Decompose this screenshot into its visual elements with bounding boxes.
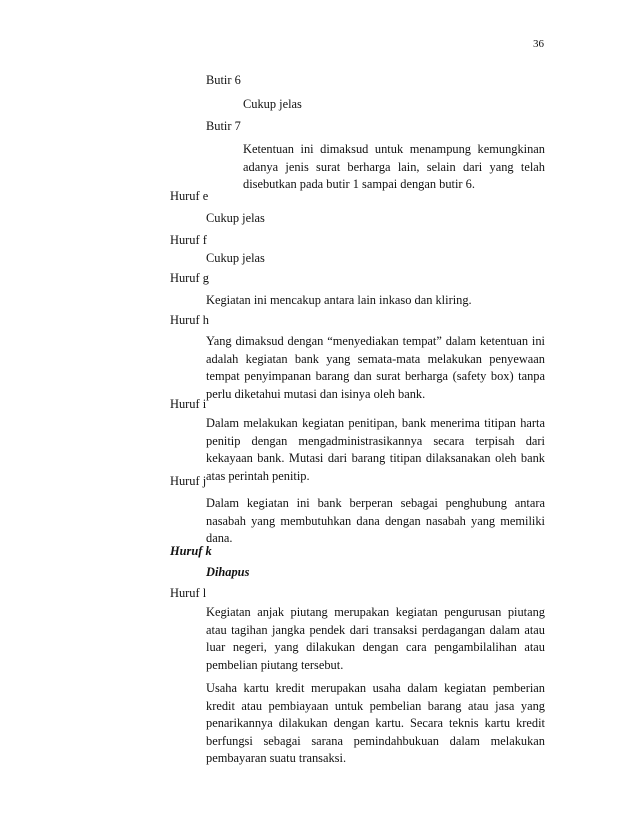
page-number: 36 (533, 38, 544, 50)
huruf-f-text: Cukup jelas (206, 251, 265, 265)
huruf-i-text: Dalam melakukan kegiatan penitipan, bank menerima titipan harta penitip dengan mengadministrasikannya secara terpisah dari kekayaan bank. Mutasi dari barang titipan dilaksanakan oleh bank atas perintah penitip. (206, 416, 545, 483)
butir-6-text: Cukup jelas (243, 97, 302, 111)
huruf-g-text: Kegiatan ini mencakup antara lain inkaso dan kliring. (206, 293, 472, 307)
huruf-j-label: Huruf j (170, 474, 207, 488)
butir-7-label: Butir 7 (206, 119, 241, 133)
huruf-l-label: Huruf l (170, 586, 207, 600)
butir-7-text: Ketentuan ini dimaksud untuk menampung kemungkinan adanya jenis surat berharga lain, selain dari yang telah disebutkan pada butir 1 sampai dengan butir 6. (243, 142, 545, 191)
huruf-f-label: Huruf f (170, 233, 207, 247)
huruf-e-label: Huruf e (170, 189, 209, 203)
huruf-l-paragraph-1: Kegiatan anjak piutang merupakan kegiatan pengurusan piutang atau tagihan jangka pendek dari transaksi perdagangan dalam atau luar negeri, yang dilakukan dengan cara pengambilalihan atau pembelian piutang tersebut. (206, 605, 545, 672)
huruf-h-label: Huruf h (170, 313, 209, 327)
huruf-e-text: Cukup jelas (206, 211, 265, 225)
huruf-g-label: Huruf g (170, 271, 209, 285)
huruf-j-text: Dalam kegiatan ini bank berperan sebagai penghubung antara nasabah yang membutuhkan dana dengan nasabah yang memiliki dana. (206, 496, 545, 545)
butir-6-label: Butir 6 (206, 73, 241, 87)
huruf-k-text: Dihapus (206, 565, 250, 579)
huruf-l-paragraph-2: Usaha kartu kredit merupakan usaha dalam kegiatan pemberian kredit atau pembiayaan untuk pembelian barang atau jasa yang penarikannya dilakukan dengan kartu. Secara teknis kartu kredit berfungsi sebagai sarana pemindahbukuan dalam melakukan pembayaran suatu transaksi. (206, 681, 545, 765)
huruf-k-label: Huruf k (170, 544, 212, 558)
huruf-i-label: Huruf i (170, 397, 207, 411)
huruf-h-text: Yang dimaksud dengan “menyediakan tempat” dalam ketentuan ini adalah kegiatan bank yang semata-mata melakukan penyewaan tempat penyimpanan barang dan surat berharga (safety box) tanpa perlu diketahui mutasi dan isinya oleh bank. (206, 334, 545, 401)
